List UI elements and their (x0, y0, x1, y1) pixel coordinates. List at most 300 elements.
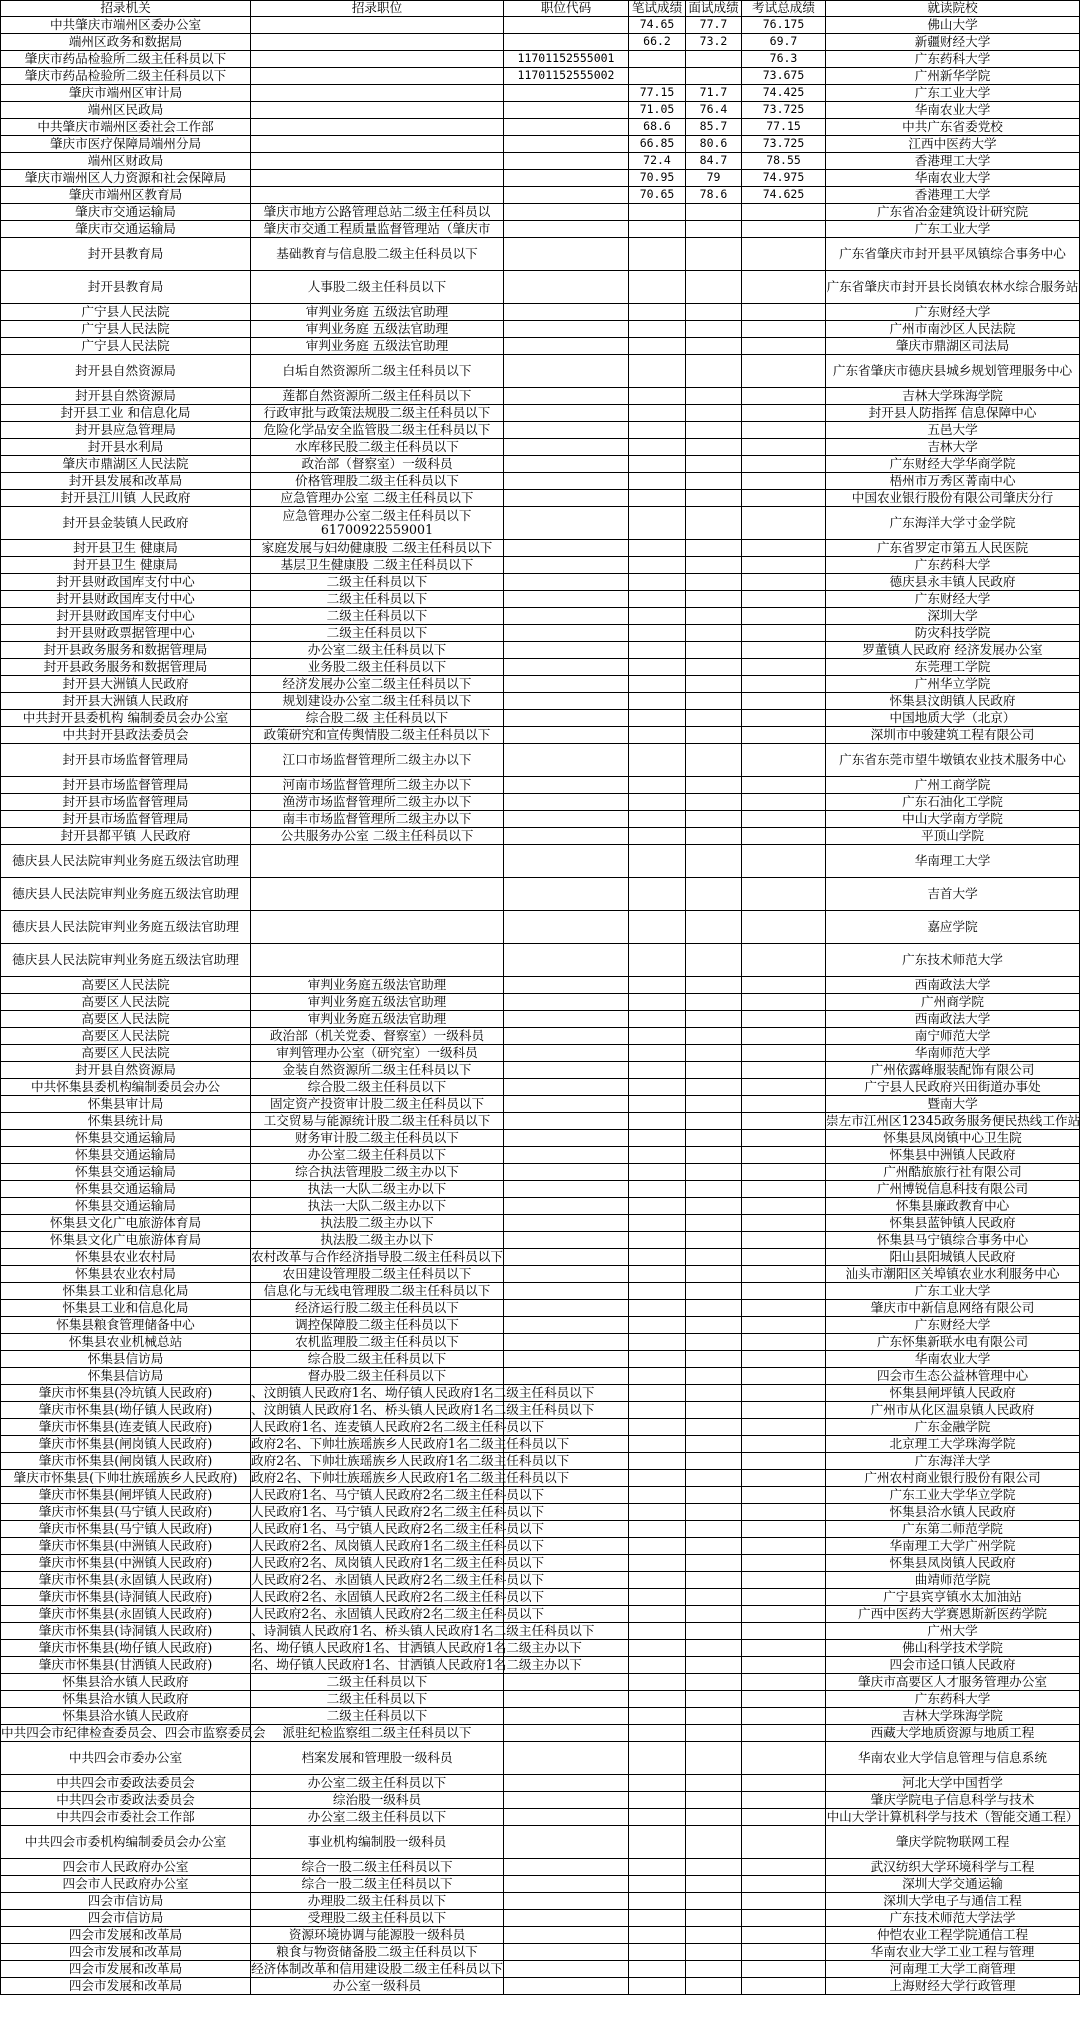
table-row (1, 794, 1080, 811)
school-cell: 广东海洋大学 (826, 1453, 1080, 1470)
table-body (1, 17, 1080, 1995)
total-score-cell (742, 1181, 826, 1198)
written-score-cell (629, 473, 686, 490)
position-code-cell (504, 1249, 629, 1266)
total-score-cell (742, 1809, 826, 1826)
written-score-cell: 66.85 (629, 136, 686, 153)
position-cell: 资源环境协调与能源股一级科员 (251, 1927, 504, 1944)
school-cell: 封开县人防指挥 信息保障中心 (826, 405, 1080, 422)
written-score-cell (629, 1079, 686, 1096)
total-score-cell (742, 608, 826, 625)
agency-cell: 怀集县粮食管理储备中心 (1, 1317, 251, 1334)
written-score-cell: 71.05 (629, 102, 686, 119)
position-cell: 水库移民股二级主任科员以下 (251, 439, 504, 456)
agency-cell: 封开县大洲镇人民政府 (1, 676, 251, 693)
written-score-cell (629, 1453, 686, 1470)
school-cell: 河南理工大学工商管理 (826, 1961, 1080, 1978)
table-row (1, 119, 1080, 136)
written-score-cell (629, 1198, 686, 1215)
table-row (1, 1826, 1080, 1859)
position-cell (251, 51, 504, 68)
interview-score-cell (686, 1198, 742, 1215)
interview-score-cell (686, 473, 742, 490)
agency-cell: 四会市发展和改革局 (1, 1927, 251, 1944)
position-code-cell (504, 1859, 629, 1876)
table-row (1, 1351, 1080, 1368)
written-score-cell (629, 1725, 686, 1742)
position-code-cell (504, 439, 629, 456)
school-cell: 广东省肇庆市封开县长岗镇农林水综合服务站 (826, 271, 1080, 304)
school-cell: 东莞理工学院 (826, 659, 1080, 676)
school-cell: 广州大学 (826, 1623, 1080, 1640)
table-row (1, 68, 1080, 85)
position-code-cell (504, 994, 629, 1011)
agency-cell: 肇庆市怀集县(坳仔镇人民政府) (1, 1402, 251, 1419)
agency-cell: 怀集县交通运输局 (1, 1181, 251, 1198)
written-score-cell (629, 1978, 686, 1995)
written-score-cell (629, 1606, 686, 1623)
position-cell: 信息化与无线电管理股二级主任科员以下 (251, 1283, 504, 1300)
written-score-cell (629, 271, 686, 304)
written-score-cell: 70.95 (629, 170, 686, 187)
written-score-cell (629, 608, 686, 625)
school-cell: 梧州市万秀区菁南中心 (826, 473, 1080, 490)
written-score-cell (629, 1045, 686, 1062)
agency-cell: 怀集县文化广电旅游体育局 (1, 1215, 251, 1232)
position-code-cell (504, 1792, 629, 1809)
table-row (1, 187, 1080, 204)
school-cell: 崇左市江州区12345政务服务便民热线工作站 (826, 1112, 1080, 1128)
table-row (1, 625, 1080, 642)
total-score-cell (742, 221, 826, 238)
position-code-cell (504, 1232, 629, 1249)
position-cell: 派驻纪检监察组二级主任科员以下 (251, 1725, 504, 1742)
position-cell: 、汶朗镇人民政府1名、坳仔镇人民政府1名二级主任科员以下 (251, 1384, 595, 1400)
position-code-cell (504, 1113, 629, 1130)
agency-cell: 肇庆市端州区人力资源和社会保障局 (1, 170, 251, 187)
total-score-cell: 76.175 (742, 17, 826, 34)
position-code-cell (504, 238, 629, 271)
interview-score-cell (686, 1487, 742, 1504)
table-row (1, 1334, 1080, 1351)
position-cell: 肇庆市交通工程质量监督管理站（肇庆市 (251, 221, 504, 238)
written-score-cell (629, 878, 686, 911)
agency-cell: 封开县自然资源局 (1, 1062, 251, 1079)
table-row (1, 1792, 1080, 1809)
written-score-cell (629, 1470, 686, 1487)
school-cell: 广东药科大学 (826, 1691, 1080, 1708)
position-cell: 二级主任科员以下 (251, 608, 504, 625)
total-score-cell: 74.425 (742, 85, 826, 102)
position-code-cell (504, 204, 629, 221)
position-cell: 综合股二级 主任科员以下 (251, 710, 504, 727)
interview-score-cell (686, 68, 742, 85)
interview-score-cell (686, 51, 742, 68)
school-cell: 平顶山学院 (826, 828, 1080, 845)
school-cell: 西藏大学地质资源与地质工程 (826, 1725, 1080, 1742)
position-cell: 审判业务庭五级法官助理 (251, 1011, 504, 1028)
school-cell: 暨南大学 (826, 1096, 1080, 1113)
table-row (1, 1453, 1080, 1470)
interview-score-cell (686, 777, 742, 794)
school-cell: 华南农业大学 (826, 102, 1080, 119)
table-row (1, 608, 1080, 625)
school-cell: 怀集县洽水镇人民政府 (826, 1504, 1080, 1521)
total-score-cell (742, 507, 826, 540)
school-cell: 深圳大学电子与通信工程 (826, 1893, 1080, 1910)
agency-cell: 怀集县洽水镇人民政府 (1, 1674, 251, 1691)
school-cell: 广州市从化区温泉镇人民政府 (826, 1402, 1080, 1419)
position-code-cell (504, 727, 629, 744)
interview-score-cell: 73.2 (686, 34, 742, 51)
interview-score-cell (686, 1640, 742, 1657)
total-score-cell (742, 1436, 826, 1453)
written-score-cell (629, 1538, 686, 1555)
written-score-cell (629, 338, 686, 355)
position-code-cell (504, 321, 629, 338)
interview-score-cell (686, 1826, 742, 1859)
interview-score-cell (686, 221, 742, 238)
table-row (1, 1266, 1080, 1283)
school-cell: 中山大学南方学院 (826, 811, 1080, 828)
position-cell: 事业机构编制股一级科员 (251, 1826, 504, 1859)
table-row (1, 17, 1080, 34)
written-score-cell (629, 1385, 686, 1402)
interview-score-cell (686, 845, 742, 878)
written-score-cell (629, 794, 686, 811)
position-code-cell (504, 1691, 629, 1708)
total-score-cell (742, 1215, 826, 1232)
school-cell: 广东财经大学 (826, 591, 1080, 608)
school-cell: 广州酷旅旅行社有限公司 (826, 1164, 1080, 1181)
position-code-cell (504, 794, 629, 811)
position-cell: 价格管理股二级主任科员以下 (251, 473, 504, 490)
position-cell: 名、坳仔镇人民政府1名、甘洒镇人民政府1名二级主办以下 (251, 1656, 582, 1672)
agency-cell: 肇庆市怀集县(闸岗镇人民政府) (1, 1436, 251, 1453)
written-score-cell (629, 676, 686, 693)
interview-score-cell (686, 1368, 742, 1385)
position-code-cell (504, 1266, 629, 1283)
agency-cell: 四会市信访局 (1, 1910, 251, 1927)
position-code-cell: 11701152555001 (504, 51, 629, 68)
total-score-cell (742, 1402, 826, 1419)
position-code-cell (504, 1978, 629, 1995)
position-cell: 档案发展和管理股一级科员 (251, 1742, 504, 1775)
total-score-cell: 74.625 (742, 187, 826, 204)
table-row (1, 1691, 1080, 1708)
school-cell: 广东财经大学 (826, 304, 1080, 321)
position-cell: 农村改革与合作经济指导股二级主任科员以下 (251, 1248, 503, 1264)
position-cell: 办公室二级主任科员以下 (251, 1775, 504, 1792)
position-code-cell (504, 507, 629, 540)
agency-cell: 德庆县人民法院审判业务庭五级法官助理 (1, 878, 251, 911)
agency-cell: 封开县自然资源局 (1, 355, 251, 388)
school-cell: 香港理工大学 (826, 187, 1080, 204)
interview-score-cell (686, 1028, 742, 1045)
interview-score-cell (686, 1538, 742, 1555)
position-code-cell (504, 608, 629, 625)
agency-cell: 怀集县洽水镇人民政府 (1, 1708, 251, 1725)
total-score-cell (742, 304, 826, 321)
position-code-cell (504, 422, 629, 439)
position-code-cell (504, 676, 629, 693)
total-score-cell: 76.3 (742, 51, 826, 68)
interview-score-cell (686, 1470, 742, 1487)
interview-score-cell (686, 1011, 742, 1028)
total-score-cell (742, 540, 826, 557)
position-cell: 经济运行股二级主任科员以下 (251, 1300, 504, 1317)
table-row (1, 355, 1080, 388)
position-cell: 行政审批与政策法规股二级主任科员以下 (251, 405, 504, 422)
agency-cell: 怀集县信访局 (1, 1351, 251, 1368)
school-cell: 四会市迳口镇人民政府 (826, 1657, 1080, 1674)
written-score-cell (629, 1944, 686, 1961)
header-row (1, 1, 1080, 17)
written-score-cell (629, 1283, 686, 1300)
position-code-cell (504, 1725, 629, 1742)
table-row (1, 170, 1080, 187)
position-code-cell (504, 591, 629, 608)
agency-cell: 怀集县农业农村局 (1, 1249, 251, 1266)
interview-score-cell (686, 744, 742, 777)
school-cell: 广州依露峰服装配饰有限公司 (826, 1062, 1080, 1079)
school-cell: 吉首大学 (826, 878, 1080, 911)
school-cell: 广东省罗定市第五人民医院 (826, 540, 1080, 557)
agency-cell: 封开县市场监督管理局 (1, 811, 251, 828)
total-score-cell (742, 727, 826, 744)
table-row (1, 1249, 1080, 1266)
table-row (1, 1147, 1080, 1164)
school-cell: 怀集县凤岗镇中心卫生院 (826, 1130, 1080, 1147)
interview-score-cell (686, 1893, 742, 1910)
position-code-cell (504, 1961, 629, 1978)
table-row (1, 1164, 1080, 1181)
written-score-cell (629, 1181, 686, 1198)
total-score-cell (742, 693, 826, 710)
interview-score-cell: 76.4 (686, 102, 742, 119)
total-score-cell (742, 1045, 826, 1062)
position-cell: 业务股二级主任科员以下 (251, 659, 504, 676)
school-cell: 深圳大学交通运输 (826, 1876, 1080, 1893)
interview-score-cell: 85.7 (686, 119, 742, 136)
written-score-cell (629, 1436, 686, 1453)
total-score-cell (742, 994, 826, 1011)
total-score-cell: 69.7 (742, 34, 826, 51)
position-cell: 白垢自然资源所二级主任科员以下 (251, 355, 504, 388)
interview-score-cell (686, 1351, 742, 1368)
interview-score-cell (686, 1589, 742, 1606)
written-score-cell (629, 1402, 686, 1419)
agency-cell: 高要区人民法院 (1, 1045, 251, 1062)
table-row (1, 1436, 1080, 1453)
school-cell: 广东药科大学 (826, 51, 1080, 68)
position-code-cell (504, 828, 629, 845)
total-score-cell (742, 1164, 826, 1181)
school-cell: 广东工业大学 (826, 221, 1080, 238)
total-score-cell (742, 1334, 826, 1351)
written-score-cell (629, 557, 686, 574)
agency-cell: 肇庆市怀集县(闸坪镇人民政府) (1, 1487, 251, 1504)
position-code-cell (504, 338, 629, 355)
position-code-cell (504, 1045, 629, 1062)
position-code-cell (504, 1944, 629, 1961)
written-score-cell (629, 1164, 686, 1181)
school-cell: 肇庆市鼎湖区司法局 (826, 338, 1080, 355)
written-score-cell: 68.6 (629, 119, 686, 136)
written-score-cell (629, 540, 686, 557)
position-cell (251, 878, 504, 911)
written-score-cell (629, 1249, 686, 1266)
table-row (1, 238, 1080, 271)
written-score-cell (629, 51, 686, 68)
table-row (1, 51, 1080, 68)
interview-score-cell (686, 1402, 742, 1419)
total-score-cell (742, 977, 826, 994)
position-code-cell (504, 878, 629, 911)
written-score-cell (629, 625, 686, 642)
school-cell: 中国地质大学（北京） (826, 710, 1080, 727)
table-row (1, 1096, 1080, 1113)
school-cell: 广西中医药大学赛恩斯新医药学院 (826, 1606, 1080, 1623)
interview-score-cell (686, 1623, 742, 1640)
written-score-cell (629, 1317, 686, 1334)
total-score-cell (742, 642, 826, 659)
written-score-cell (629, 456, 686, 473)
written-score-cell (629, 1910, 686, 1927)
total-score-cell (742, 1317, 826, 1334)
position-code-cell (504, 1198, 629, 1215)
position-cell: 人事股二级主任科员以下 (251, 271, 504, 304)
table-row (1, 1589, 1080, 1606)
written-score-cell (629, 490, 686, 507)
school-cell: 罗董镇人民政府 经济发展办公室 (826, 642, 1080, 659)
school-cell: 中国农业银行股份有限公司肇庆分行 (826, 490, 1080, 507)
written-score-cell (629, 944, 686, 977)
position-code-cell (504, 1876, 629, 1893)
position-cell: 南丰市场监督管理所二级主办以下 (251, 811, 504, 828)
position-cell: 应急管理办公室二级主任科员以下 61700922559001 (251, 507, 504, 540)
school-cell: 防灾科技学院 (826, 625, 1080, 642)
written-score-cell (629, 1368, 686, 1385)
interview-score-cell (686, 878, 742, 911)
interview-score-cell (686, 1521, 742, 1538)
interview-score-cell (686, 1944, 742, 1961)
total-score-cell (742, 1792, 826, 1809)
position-cell: 人民政府2名、凤岗镇人民政府1名二级主任科员以下 (251, 1554, 545, 1570)
interview-score-cell: 79 (686, 170, 742, 187)
agency-cell: 德庆县人民法院审判业务庭五级法官助理 (1, 911, 251, 944)
school-cell: 广东工业大学华立学院 (826, 1487, 1080, 1504)
position-code-cell (504, 490, 629, 507)
position-cell (251, 187, 504, 204)
school-cell: 中山大学计算机科学与技术（智能交通工程） (826, 1808, 1079, 1824)
interview-score-cell (686, 204, 742, 221)
written-score-cell (629, 1147, 686, 1164)
position-cell: 人民政府1名、连麦镇人民政府2名二级主任科员以下 (251, 1418, 545, 1434)
table-row (1, 710, 1080, 727)
table-row (1, 490, 1080, 507)
school-cell: 广宁县宾亨镇水太加油站 (826, 1589, 1080, 1606)
total-score-cell: 73.725 (742, 136, 826, 153)
school-cell: 华南农业大学信息管理与信息系统 (826, 1742, 1080, 1775)
agency-cell: 德庆县人民法院审判业务庭五级法官助理 (1, 944, 251, 977)
position-code-cell (504, 944, 629, 977)
position-code-cell (504, 1708, 629, 1725)
total-score-cell (742, 1589, 826, 1606)
position-cell: 办公室一级科员 (251, 1978, 504, 1995)
total-score-cell (742, 710, 826, 727)
interview-score-cell (686, 557, 742, 574)
table-row (1, 1978, 1080, 1995)
position-code-cell (504, 845, 629, 878)
agency-cell: 四会市信访局 (1, 1893, 251, 1910)
interview-score-cell (686, 1419, 742, 1436)
interview-score-cell: 80.6 (686, 136, 742, 153)
school-cell: 华南师范大学 (826, 1045, 1080, 1062)
written-score-cell (629, 1893, 686, 1910)
written-score-cell: 66.2 (629, 34, 686, 51)
total-score-cell (742, 1657, 826, 1674)
position-cell: 办公室二级主任科员以下 (251, 642, 504, 659)
school-cell: 肇庆学院电子信息科学与技术 (826, 1792, 1080, 1809)
position-cell: 二级主任科员以下 (251, 591, 504, 608)
written-score-cell (629, 994, 686, 1011)
school-cell: 怀集县廉政教育中心 (826, 1198, 1080, 1215)
table-row (1, 676, 1080, 693)
position-code-cell (504, 1011, 629, 1028)
agency-cell: 广宁县人民法院 (1, 321, 251, 338)
written-score-cell (629, 1351, 686, 1368)
written-score-cell (629, 591, 686, 608)
school-cell: 武汉纺织大学环境科学与工程 (826, 1859, 1080, 1876)
school-cell: 广东第二师范学院 (826, 1521, 1080, 1538)
position-code-cell (504, 693, 629, 710)
table-row (1, 153, 1080, 170)
position-cell: 政府2名、下帅壮族瑶族乡人民政府1名二级主任科员以下 (251, 1452, 570, 1468)
interview-score-cell (686, 540, 742, 557)
table-row (1, 473, 1080, 490)
written-score-cell (629, 1572, 686, 1589)
table-row (1, 1961, 1080, 1978)
interview-score-cell (686, 693, 742, 710)
total-score-cell (742, 659, 826, 676)
school-cell: 广东财经大学 (826, 1317, 1080, 1334)
interview-score-cell (686, 1232, 742, 1249)
position-cell (251, 911, 504, 944)
written-score-cell (629, 1876, 686, 1893)
table-row (1, 1385, 1080, 1402)
interview-score-cell (686, 1555, 742, 1572)
agency-cell: 怀集县交通运输局 (1, 1198, 251, 1215)
total-score-cell (742, 1606, 826, 1623)
table-row (1, 994, 1080, 1011)
table-row (1, 944, 1080, 977)
interview-score-cell (686, 1859, 742, 1876)
table-row (1, 1368, 1080, 1385)
position-cell (251, 17, 504, 34)
position-cell: 家庭发展与妇幼健康股 二级主任科员以下 (251, 540, 504, 557)
position-cell: 政府2名、下帅壮族瑶族乡人民政府1名二级主任科员以下 (251, 1469, 570, 1485)
position-code-cell (504, 1300, 629, 1317)
position-code-cell (504, 1910, 629, 1927)
agency-cell: 中共怀集县委机构编制委员会办公 (1, 1079, 251, 1096)
position-code-cell (504, 34, 629, 51)
table-row (1, 1062, 1080, 1079)
header-position: 招录职位 (251, 1, 504, 17)
total-score-cell (742, 1079, 826, 1096)
position-cell: 二级主任科员以下 (251, 1708, 504, 1725)
table-row (1, 878, 1080, 911)
